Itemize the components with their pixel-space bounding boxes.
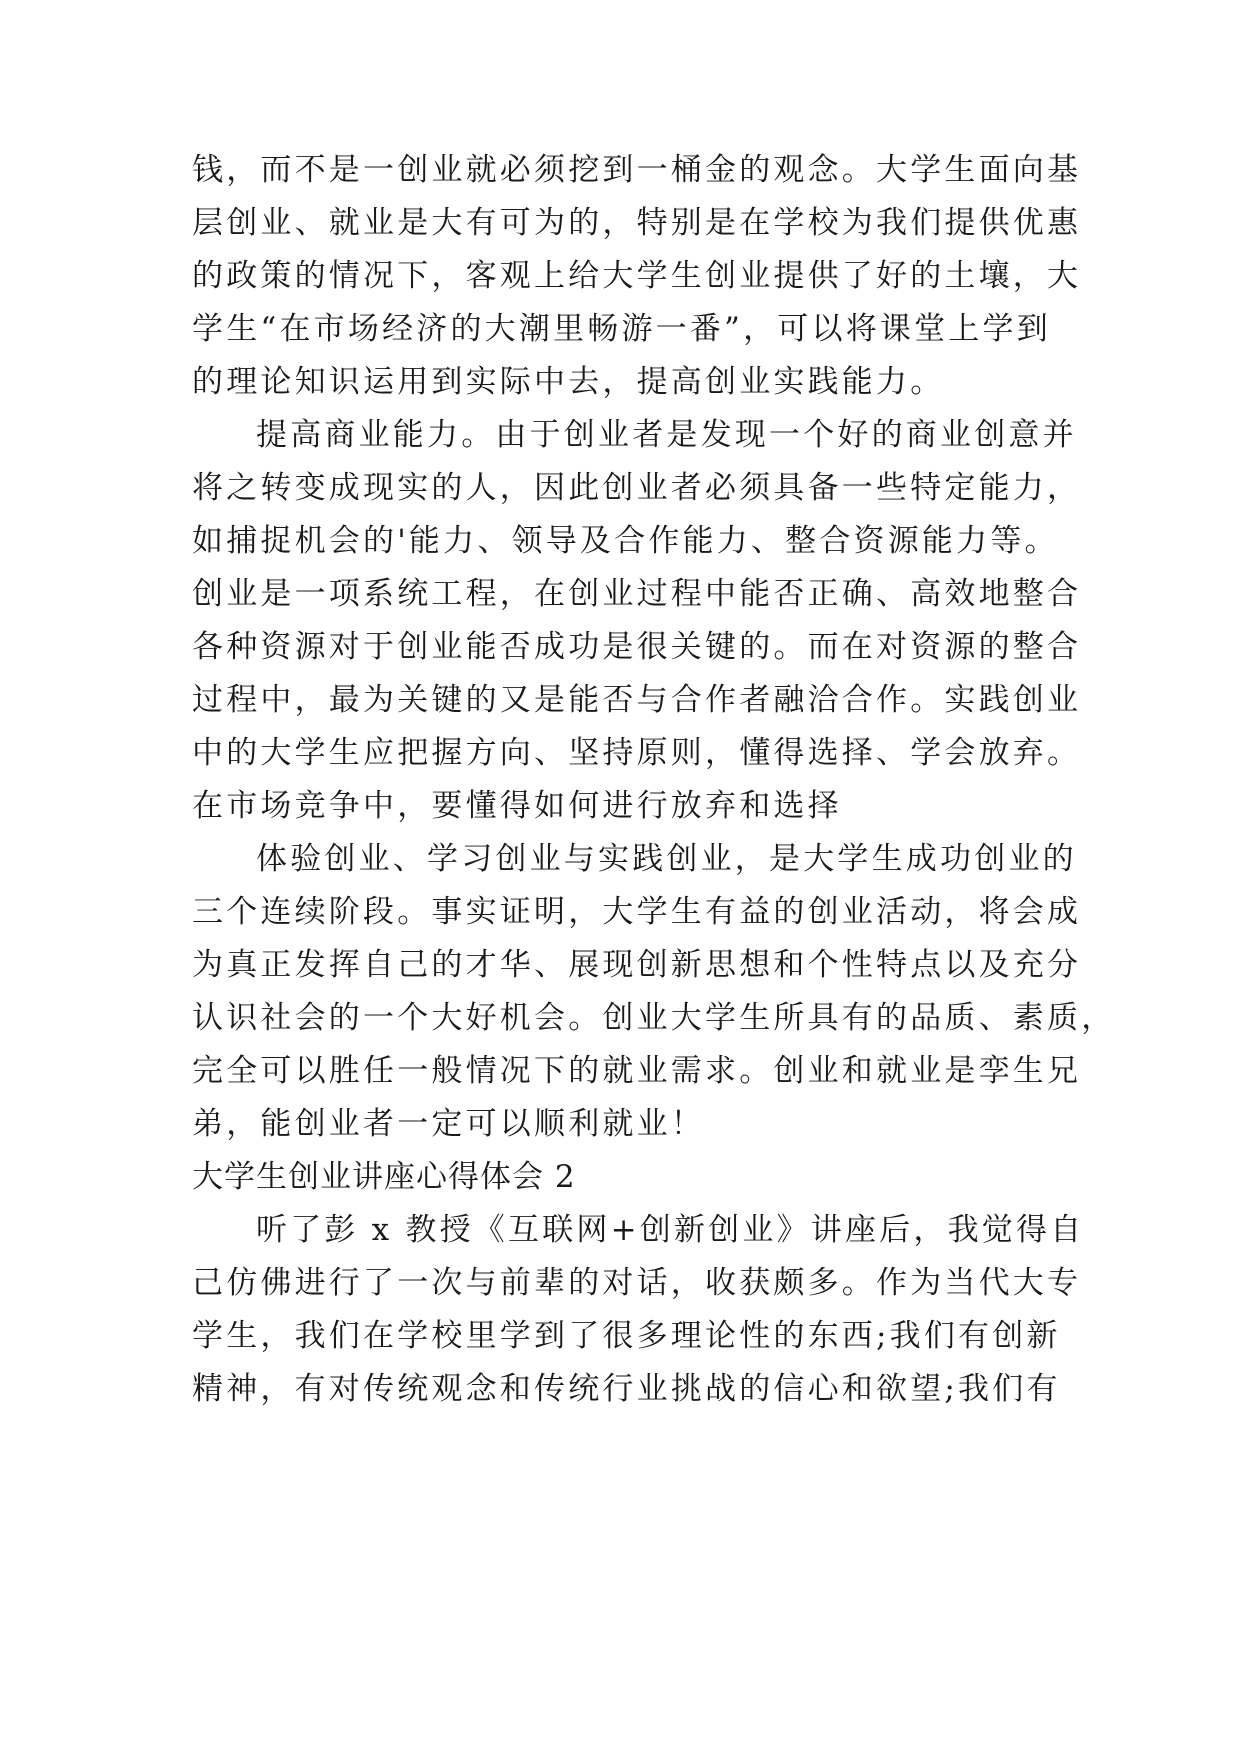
text-line: 创业是一项系统工程，在创业过程中能否正确、高效地整合	[192, 576, 1082, 612]
paragraph-first-line: 提高商业能力。由于创业者是发现一个好的商业创意并	[256, 417, 1077, 453]
text-line: 的理论知识运用到实际中去，提高创业实践能力。	[192, 364, 945, 400]
paragraph-first-line: 体验创业、学习创业与实践创业，是大学生成功创业的	[256, 841, 1077, 877]
text-line: 精神，有对传统观念和传统行业挑战的信心和欲望;我们有	[192, 1371, 1061, 1407]
text-line: 各种资源对于创业能否成功是很关键的。而在对资源的整合	[192, 629, 1082, 665]
text-line: 为真正发挥自己的才华、展现创新思想和个性特点以及充分	[192, 947, 1082, 983]
text-line: 弟，能创业者一定可以顺利就业！	[192, 1106, 705, 1142]
text-line: 将之转变成现实的人，因此创业者必须具备一些特定能力，	[192, 470, 1082, 506]
text-line: 学生，我们在学校里学到了很多理论性的东西;我们有创新	[192, 1318, 1061, 1354]
text-line: 认识社会的一个大好机会。创业大学生所具有的品质、素质，	[192, 1000, 1116, 1036]
section-heading: 大学生创业讲座心得体会 2	[192, 1159, 576, 1195]
text-line: 中的大学生应把握方向、坚持原则，懂得选择、学会放弃。	[192, 735, 1082, 771]
text-line: 的政策的情况下，客观上给大学生创业提供了好的土壤，大	[192, 258, 1082, 294]
text-line: 过程中，最为关键的又是能否与合作者融洽合作。实践创业	[192, 682, 1082, 718]
text-line: 如捕捉机会的'能力、领导及合作能力、整合资源能力等。	[192, 523, 1059, 559]
text-line: 三个连续阶段。事实证明，大学生有益的创业活动，将会成	[192, 894, 1082, 930]
text-line: 完全可以胜任一般情况下的就业需求。创业和就业是孪生兄	[192, 1053, 1082, 1089]
text-line: 在市场竞争中，要懂得如何进行放弃和选择	[192, 788, 842, 824]
text-line: 层创业、就业是大有可为的，特别是在学校为我们提供优惠	[192, 205, 1082, 241]
paragraph-first-line: 听了彭 x 教授《互联网+创新创业》讲座后，我觉得自	[256, 1212, 1085, 1248]
text-line: 钱，而不是一创业就必须挖到一桶金的观念。大学生面向基	[192, 152, 1082, 188]
text-line: 学生“在市场经济的大潮里畅游一番”，可以将课堂上学到	[192, 311, 1051, 347]
text-line: 己仿佛进行了一次与前辈的对话，收获颇多。作为当代大专	[192, 1265, 1082, 1301]
